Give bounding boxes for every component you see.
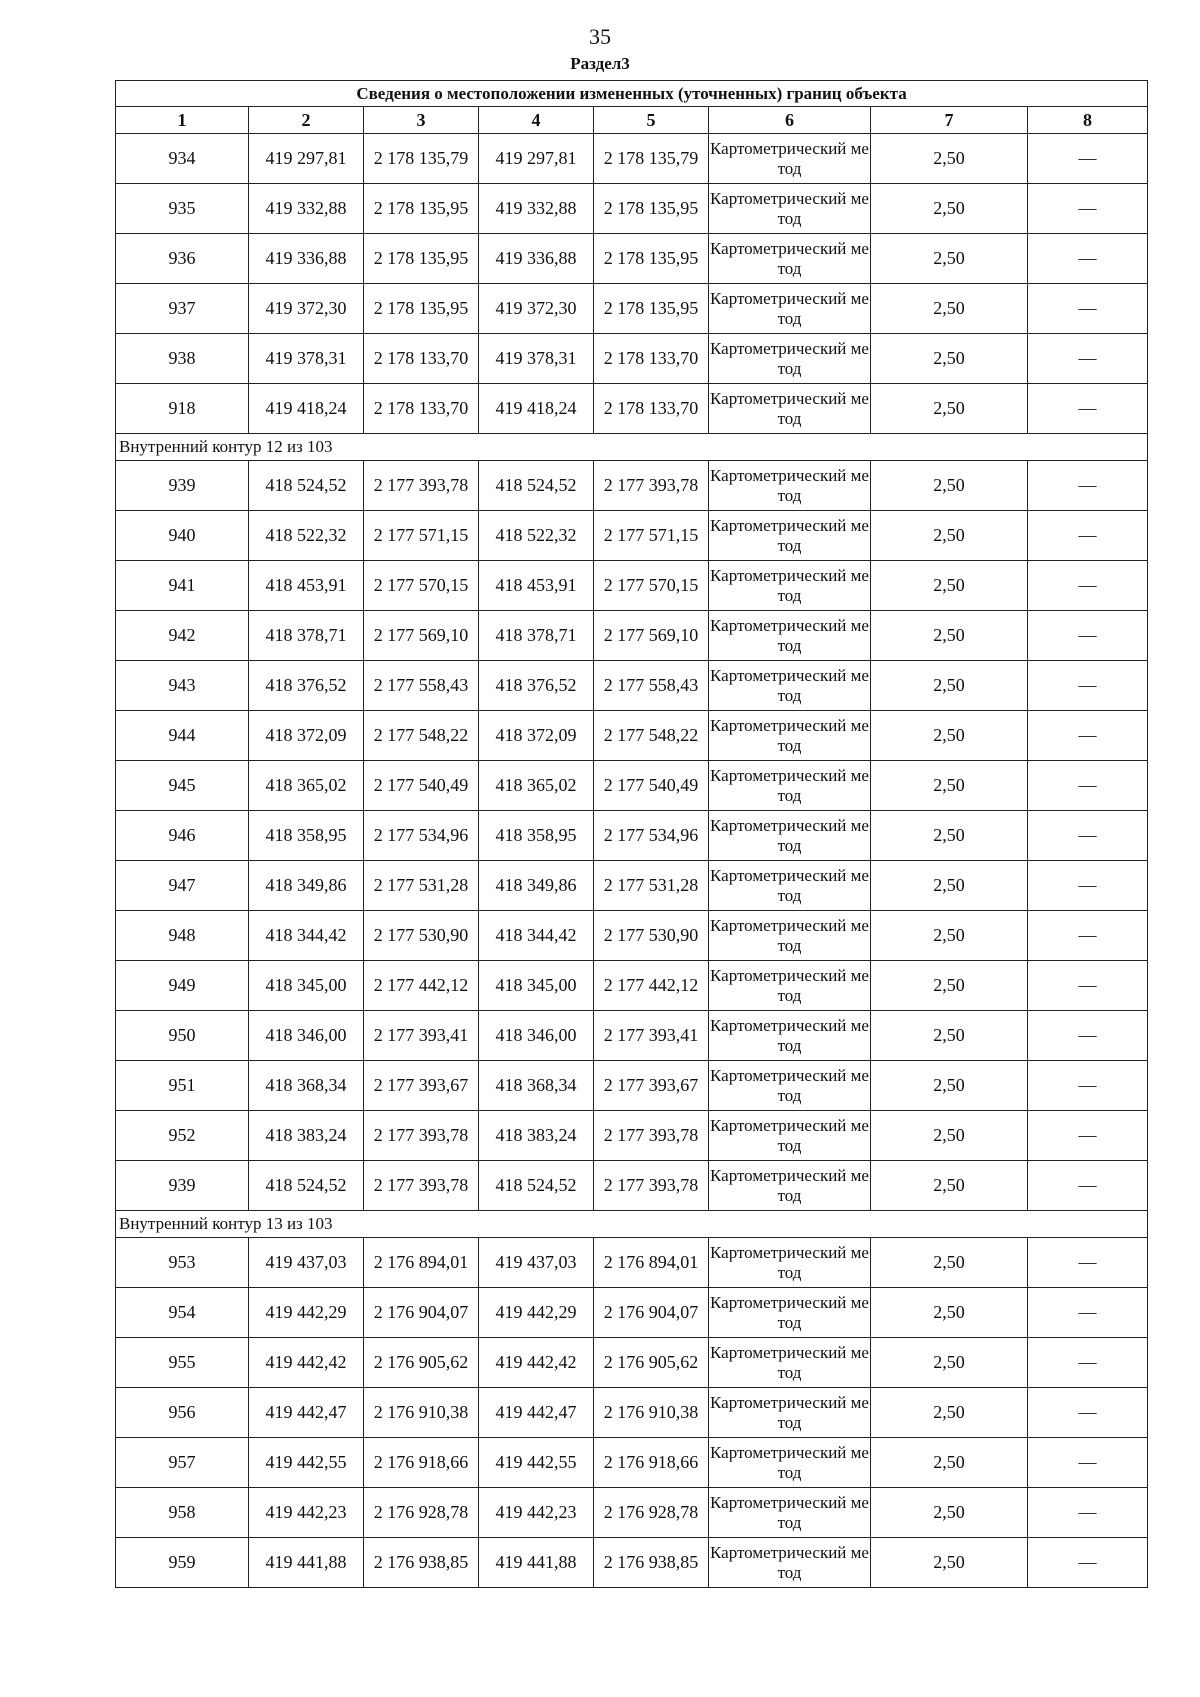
accuracy-cell: 2,50 (871, 1388, 1028, 1438)
determination-method-cell: Картометрический метод (709, 561, 871, 611)
y-existing-cell: 2 177 570,15 (364, 561, 479, 611)
description-cell: — (1028, 1288, 1148, 1338)
column-number-7: 7 (871, 107, 1028, 134)
determination-method-cell: Картометрический метод (709, 184, 871, 234)
y-new-cell: 2 176 905,62 (594, 1338, 709, 1388)
description-cell: — (1028, 1111, 1148, 1161)
x-existing-cell: 418 365,02 (249, 761, 364, 811)
accuracy-cell: 2,50 (871, 761, 1028, 811)
determination-method-cell: Картометрический метод (709, 1288, 871, 1338)
point-number-cell: 934 (116, 134, 249, 184)
point-number-cell: 935 (116, 184, 249, 234)
point-number-cell: 947 (116, 861, 249, 911)
y-new-cell: 2 176 938,85 (594, 1538, 709, 1588)
point-number-cell: 951 (116, 1061, 249, 1111)
description-cell: — (1028, 861, 1148, 911)
determination-method-cell: Картометрический метод (709, 611, 871, 661)
accuracy-cell: 2,50 (871, 661, 1028, 711)
x-new-cell: 419 441,88 (479, 1538, 594, 1588)
x-new-cell: 418 453,91 (479, 561, 594, 611)
y-new-cell: 2 177 530,90 (594, 911, 709, 961)
table-title-row (116, 81, 1148, 107)
y-new-cell: 2 177 393,41 (594, 1011, 709, 1061)
y-existing-cell: 2 177 393,78 (364, 1161, 479, 1211)
table-row (116, 134, 1148, 184)
point-number-cell: 956 (116, 1388, 249, 1438)
determination-method-cell: Картометрический метод (709, 1538, 871, 1588)
accuracy-cell: 2,50 (871, 234, 1028, 284)
table-row (116, 661, 1148, 711)
table-row (116, 1238, 1148, 1288)
x-new-cell: 418 344,42 (479, 911, 594, 961)
y-existing-cell: 2 178 133,70 (364, 384, 479, 434)
contour-header-row (116, 1211, 1148, 1238)
x-new-cell: 418 524,52 (479, 461, 594, 511)
point-number-cell: 949 (116, 961, 249, 1011)
table-row (116, 234, 1148, 284)
accuracy-cell: 2,50 (871, 184, 1028, 234)
determination-method-cell: Картометрический метод (709, 1438, 871, 1488)
y-existing-cell: 2 177 530,90 (364, 911, 479, 961)
x-new-cell: 418 358,95 (479, 811, 594, 861)
table-row (116, 1061, 1148, 1111)
x-existing-cell: 419 372,30 (249, 284, 364, 334)
description-cell: — (1028, 334, 1148, 384)
y-new-cell: 2 178 133,70 (594, 384, 709, 434)
table-row (116, 861, 1148, 911)
y-existing-cell: 2 176 928,78 (364, 1488, 479, 1538)
table-row (116, 1011, 1148, 1061)
x-new-cell: 419 442,47 (479, 1388, 594, 1438)
section-title: Раздел3 (570, 54, 630, 73)
accuracy-cell: 2,50 (871, 461, 1028, 511)
point-number-cell: 939 (116, 461, 249, 511)
x-existing-cell: 418 349,86 (249, 861, 364, 911)
determination-method-cell: Картометрический метод (709, 1488, 871, 1538)
table-row (116, 961, 1148, 1011)
description-cell: — (1028, 661, 1148, 711)
description-cell: — (1028, 284, 1148, 334)
point-number-cell: 941 (116, 561, 249, 611)
y-existing-cell: 2 176 894,01 (364, 1238, 479, 1288)
y-new-cell: 2 177 534,96 (594, 811, 709, 861)
x-existing-cell: 419 442,29 (249, 1288, 364, 1338)
determination-method-cell: Картометрический метод (709, 1111, 871, 1161)
accuracy-cell: 2,50 (871, 1338, 1028, 1388)
x-existing-cell: 419 378,31 (249, 334, 364, 384)
table-row (116, 1161, 1148, 1211)
determination-method-cell: Картометрический метод (709, 284, 871, 334)
y-existing-cell: 2 177 393,67 (364, 1061, 479, 1111)
determination-method-cell: Картометрический метод (709, 861, 871, 911)
description-cell: — (1028, 1161, 1148, 1211)
y-existing-cell: 2 177 534,96 (364, 811, 479, 861)
accuracy-cell: 2,50 (871, 611, 1028, 661)
point-number-cell: 944 (116, 711, 249, 761)
y-new-cell: 2 177 540,49 (594, 761, 709, 811)
boundary-coordinates-table (115, 80, 1148, 1588)
x-existing-cell: 418 376,52 (249, 661, 364, 711)
description-cell: — (1028, 1338, 1148, 1388)
y-new-cell: 2 178 135,95 (594, 234, 709, 284)
y-existing-cell: 2 178 135,95 (364, 234, 479, 284)
contour-header-row (116, 434, 1148, 461)
y-new-cell: 2 177 442,12 (594, 961, 709, 1011)
accuracy-cell: 2,50 (871, 961, 1028, 1011)
point-number-cell: 937 (116, 284, 249, 334)
table-row (116, 384, 1148, 434)
table-row (116, 1288, 1148, 1338)
description-cell: — (1028, 561, 1148, 611)
x-new-cell: 419 418,24 (479, 384, 594, 434)
description-cell: — (1028, 234, 1148, 284)
y-new-cell: 2 176 918,66 (594, 1438, 709, 1488)
y-new-cell: 2 178 135,95 (594, 184, 709, 234)
x-new-cell: 418 524,52 (479, 1161, 594, 1211)
determination-method-cell: Картометрический метод (709, 661, 871, 711)
x-new-cell: 419 442,23 (479, 1488, 594, 1538)
accuracy-cell: 2,50 (871, 1161, 1028, 1211)
y-new-cell: 2 177 393,78 (594, 1111, 709, 1161)
determination-method-cell: Картометрический метод (709, 1338, 871, 1388)
accuracy-cell: 2,50 (871, 861, 1028, 911)
x-new-cell: 418 378,71 (479, 611, 594, 661)
y-existing-cell: 2 178 135,95 (364, 184, 479, 234)
y-new-cell: 2 177 548,22 (594, 711, 709, 761)
point-number-cell: 939 (116, 1161, 249, 1211)
accuracy-cell: 2,50 (871, 511, 1028, 561)
point-number-cell: 946 (116, 811, 249, 861)
table-row (116, 1338, 1148, 1388)
point-number-cell: 950 (116, 1011, 249, 1061)
accuracy-cell: 2,50 (871, 711, 1028, 761)
column-number-4: 4 (479, 107, 594, 134)
point-number-cell: 936 (116, 234, 249, 284)
x-existing-cell: 419 441,88 (249, 1538, 364, 1588)
description-cell: — (1028, 811, 1148, 861)
y-new-cell: 2 176 910,38 (594, 1388, 709, 1438)
table-body (116, 134, 1148, 1588)
table-row (116, 184, 1148, 234)
accuracy-cell: 2,50 (871, 811, 1028, 861)
description-cell: — (1028, 711, 1148, 761)
y-new-cell: 2 176 904,07 (594, 1288, 709, 1338)
description-cell: — (1028, 1061, 1148, 1111)
y-existing-cell: 2 176 905,62 (364, 1338, 479, 1388)
accuracy-cell: 2,50 (871, 334, 1028, 384)
table-row (116, 1438, 1148, 1488)
accuracy-cell: 2,50 (871, 1438, 1028, 1488)
x-new-cell: 418 345,00 (479, 961, 594, 1011)
table-row (116, 711, 1148, 761)
y-new-cell: 2 177 570,15 (594, 561, 709, 611)
accuracy-cell: 2,50 (871, 284, 1028, 334)
point-number-cell: 955 (116, 1338, 249, 1388)
x-existing-cell: 418 522,32 (249, 511, 364, 561)
x-existing-cell: 419 442,47 (249, 1388, 364, 1438)
point-number-cell: 952 (116, 1111, 249, 1161)
y-existing-cell: 2 177 393,41 (364, 1011, 479, 1061)
description-cell: — (1028, 1238, 1148, 1288)
y-existing-cell: 2 177 393,78 (364, 1111, 479, 1161)
description-cell: — (1028, 1011, 1148, 1061)
x-existing-cell: 419 442,55 (249, 1438, 364, 1488)
x-new-cell: 418 346,00 (479, 1011, 594, 1061)
accuracy-cell: 2,50 (871, 1111, 1028, 1161)
description-cell: — (1028, 461, 1148, 511)
x-existing-cell: 418 524,52 (249, 1161, 364, 1211)
x-existing-cell: 418 368,34 (249, 1061, 364, 1111)
y-existing-cell: 2 176 918,66 (364, 1438, 479, 1488)
y-new-cell: 2 177 571,15 (594, 511, 709, 561)
x-existing-cell: 419 442,23 (249, 1488, 364, 1538)
y-existing-cell: 2 177 442,12 (364, 961, 479, 1011)
x-existing-cell: 419 332,88 (249, 184, 364, 234)
table-row (116, 761, 1148, 811)
table-row (116, 1538, 1148, 1588)
x-new-cell: 418 522,32 (479, 511, 594, 561)
point-number-cell: 958 (116, 1488, 249, 1538)
determination-method-cell: Картометрический метод (709, 911, 871, 961)
y-existing-cell: 2 178 135,95 (364, 284, 479, 334)
table-row (116, 1488, 1148, 1538)
accuracy-cell: 2,50 (871, 384, 1028, 434)
point-number-cell: 942 (116, 611, 249, 661)
y-new-cell: 2 178 135,95 (594, 284, 709, 334)
x-existing-cell: 418 378,71 (249, 611, 364, 661)
accuracy-cell: 2,50 (871, 1538, 1028, 1588)
x-new-cell: 419 442,29 (479, 1288, 594, 1338)
x-existing-cell: 418 524,52 (249, 461, 364, 511)
x-new-cell: 418 372,09 (479, 711, 594, 761)
determination-method-cell: Картометрический метод (709, 384, 871, 434)
column-number-row (116, 107, 1148, 134)
accuracy-cell: 2,50 (871, 1288, 1028, 1338)
y-existing-cell: 2 178 135,79 (364, 134, 479, 184)
description-cell: — (1028, 911, 1148, 961)
y-new-cell: 2 177 393,78 (594, 461, 709, 511)
contour-label: Внутренний контур 12 из 103 (116, 434, 1148, 461)
determination-method-cell: Картометрический метод (709, 1061, 871, 1111)
point-number-cell: 953 (116, 1238, 249, 1288)
x-new-cell: 419 442,55 (479, 1438, 594, 1488)
y-new-cell: 2 178 133,70 (594, 334, 709, 384)
description-cell: — (1028, 761, 1148, 811)
x-existing-cell: 418 453,91 (249, 561, 364, 611)
description-cell: — (1028, 511, 1148, 561)
y-existing-cell: 2 177 548,22 (364, 711, 479, 761)
column-number-8: 8 (1028, 107, 1148, 134)
determination-method-cell: Картометрический метод (709, 761, 871, 811)
column-number-2: 2 (249, 107, 364, 134)
x-new-cell: 418 368,34 (479, 1061, 594, 1111)
x-existing-cell: 418 358,95 (249, 811, 364, 861)
y-new-cell: 2 176 928,78 (594, 1488, 709, 1538)
x-new-cell: 418 376,52 (479, 661, 594, 711)
y-existing-cell: 2 177 540,49 (364, 761, 479, 811)
determination-method-cell: Картометрический метод (709, 334, 871, 384)
description-cell: — (1028, 611, 1148, 661)
x-new-cell: 419 297,81 (479, 134, 594, 184)
description-cell: — (1028, 384, 1148, 434)
table-row (116, 284, 1148, 334)
y-existing-cell: 2 176 910,38 (364, 1388, 479, 1438)
x-new-cell: 419 442,42 (479, 1338, 594, 1388)
page-number: 35 (589, 24, 611, 49)
accuracy-cell: 2,50 (871, 1061, 1028, 1111)
x-new-cell: 418 365,02 (479, 761, 594, 811)
description-cell: — (1028, 961, 1148, 1011)
point-number-cell: 954 (116, 1288, 249, 1338)
y-existing-cell: 2 178 133,70 (364, 334, 479, 384)
y-existing-cell: 2 177 558,43 (364, 661, 479, 711)
y-existing-cell: 2 177 571,15 (364, 511, 479, 561)
x-new-cell: 419 437,03 (479, 1238, 594, 1288)
determination-method-cell: Картометрический метод (709, 461, 871, 511)
point-number-cell: 945 (116, 761, 249, 811)
table-row (116, 911, 1148, 961)
x-existing-cell: 419 336,88 (249, 234, 364, 284)
x-existing-cell: 419 418,24 (249, 384, 364, 434)
determination-method-cell: Картометрический метод (709, 811, 871, 861)
point-number-cell: 940 (116, 511, 249, 561)
x-existing-cell: 418 372,09 (249, 711, 364, 761)
y-new-cell: 2 177 558,43 (594, 661, 709, 711)
table-row (116, 561, 1148, 611)
accuracy-cell: 2,50 (871, 1011, 1028, 1061)
y-existing-cell: 2 177 569,10 (364, 611, 479, 661)
point-number-cell: 938 (116, 334, 249, 384)
column-number-3: 3 (364, 107, 479, 134)
x-existing-cell: 418 344,42 (249, 911, 364, 961)
table-row (116, 461, 1148, 511)
determination-method-cell: Картометрический метод (709, 1161, 871, 1211)
table-row (116, 511, 1148, 561)
x-existing-cell: 419 297,81 (249, 134, 364, 184)
x-new-cell: 419 378,31 (479, 334, 594, 384)
column-number-1: 1 (116, 107, 249, 134)
description-cell: — (1028, 1388, 1148, 1438)
x-new-cell: 418 383,24 (479, 1111, 594, 1161)
column-number-5: 5 (594, 107, 709, 134)
accuracy-cell: 2,50 (871, 561, 1028, 611)
description-cell: — (1028, 134, 1148, 184)
x-existing-cell: 418 346,00 (249, 1011, 364, 1061)
y-existing-cell: 2 176 904,07 (364, 1288, 479, 1338)
y-existing-cell: 2 177 531,28 (364, 861, 479, 911)
determination-method-cell: Картометрический метод (709, 1238, 871, 1288)
table-title: Сведения о местоположении измененных (уточненных) границ объекта (116, 81, 1148, 107)
x-existing-cell: 419 442,42 (249, 1338, 364, 1388)
description-cell: — (1028, 1538, 1148, 1588)
point-number-cell: 957 (116, 1438, 249, 1488)
column-number-6: 6 (709, 107, 871, 134)
x-new-cell: 418 349,86 (479, 861, 594, 911)
determination-method-cell: Картометрический метод (709, 711, 871, 761)
determination-method-cell: Картометрический метод (709, 511, 871, 561)
y-new-cell: 2 178 135,79 (594, 134, 709, 184)
y-new-cell: 2 176 894,01 (594, 1238, 709, 1288)
point-number-cell: 959 (116, 1538, 249, 1588)
x-existing-cell: 418 345,00 (249, 961, 364, 1011)
contour-label: Внутренний контур 13 из 103 (116, 1211, 1148, 1238)
point-number-cell: 943 (116, 661, 249, 711)
x-new-cell: 419 372,30 (479, 284, 594, 334)
description-cell: — (1028, 184, 1148, 234)
y-new-cell: 2 177 393,78 (594, 1161, 709, 1211)
x-new-cell: 419 336,88 (479, 234, 594, 284)
y-existing-cell: 2 177 393,78 (364, 461, 479, 511)
x-existing-cell: 419 437,03 (249, 1238, 364, 1288)
y-new-cell: 2 177 569,10 (594, 611, 709, 661)
table-row (116, 1111, 1148, 1161)
determination-method-cell: Картометрический метод (709, 961, 871, 1011)
x-existing-cell: 418 383,24 (249, 1111, 364, 1161)
table-row (116, 334, 1148, 384)
point-number-cell: 948 (116, 911, 249, 961)
accuracy-cell: 2,50 (871, 911, 1028, 961)
point-number-cell: 918 (116, 384, 249, 434)
table-row (116, 1388, 1148, 1438)
x-new-cell: 419 332,88 (479, 184, 594, 234)
y-new-cell: 2 177 531,28 (594, 861, 709, 911)
description-cell: — (1028, 1438, 1148, 1488)
y-new-cell: 2 177 393,67 (594, 1061, 709, 1111)
table-row (116, 611, 1148, 661)
determination-method-cell: Картометрический метод (709, 234, 871, 284)
accuracy-cell: 2,50 (871, 1238, 1028, 1288)
accuracy-cell: 2,50 (871, 134, 1028, 184)
determination-method-cell: Картометрический метод (709, 1388, 871, 1438)
determination-method-cell: Картометрический метод (709, 1011, 871, 1061)
description-cell: — (1028, 1488, 1148, 1538)
accuracy-cell: 2,50 (871, 1488, 1028, 1538)
y-existing-cell: 2 176 938,85 (364, 1538, 479, 1588)
table-row (116, 811, 1148, 861)
determination-method-cell: Картометрический метод (709, 134, 871, 184)
